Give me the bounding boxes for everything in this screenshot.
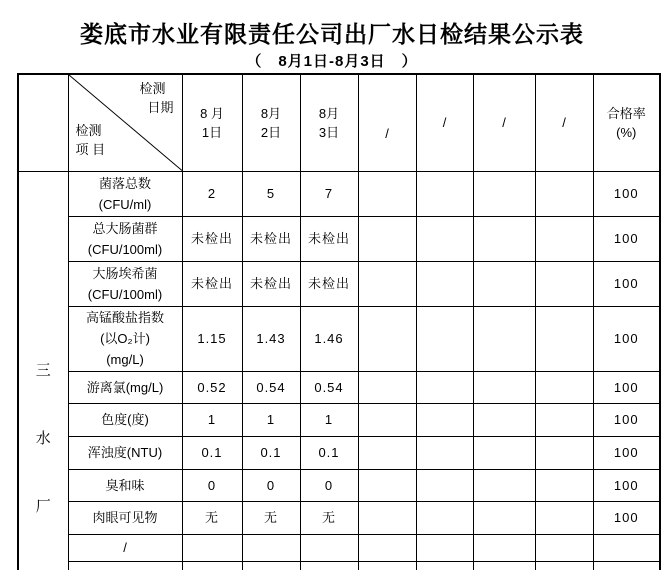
header-row: [18, 74, 660, 171]
item-line: 高锰酸盐指数: [85, 310, 164, 325]
value-cell: 1: [182, 403, 242, 436]
table-row-clipped: [18, 561, 660, 570]
table-row: [18, 216, 660, 261]
date-line1: 8月: [318, 105, 340, 121]
item-line: 总大肠菌群: [92, 220, 158, 236]
empty-cell: [535, 261, 593, 306]
rate-cell: 100: [593, 371, 660, 403]
value-cell: 1.15: [182, 306, 242, 371]
empty-cell: [473, 371, 535, 403]
empty-cell: [473, 403, 535, 436]
value-cell: 2: [182, 171, 242, 216]
empty-cell: [473, 561, 535, 570]
daily-inspection-table: [17, 73, 661, 570]
item-cell: 臭和味: [68, 469, 182, 501]
empty-cell: [473, 171, 535, 216]
empty-cell: [416, 216, 473, 261]
empty-cell: [300, 561, 358, 570]
empty-cell: [416, 306, 473, 371]
corner-date-label: [139, 79, 173, 117]
slash-col-header-1: [358, 74, 416, 171]
empty-cell: [535, 501, 593, 534]
value-cell: 未检出: [182, 216, 242, 261]
table-row: [18, 403, 660, 436]
rate-cell: 100: [593, 171, 660, 216]
empty-cell: [473, 306, 535, 371]
value-cell: 0.1: [182, 436, 242, 469]
rate-cell: 100: [593, 216, 660, 261]
date-line1: 8月: [260, 105, 282, 121]
empty-cell: [358, 371, 416, 403]
empty-cell: [416, 261, 473, 306]
empty-cell: [535, 561, 593, 570]
date-line2: 3日: [318, 124, 340, 140]
table-row: [18, 306, 660, 371]
table-row: [18, 534, 660, 561]
date-col-header-aug3: [300, 74, 358, 171]
empty-cell: [68, 561, 182, 570]
empty-cell: [416, 501, 473, 534]
empty-cell: [535, 171, 593, 216]
corner-date-line1: 检测: [139, 81, 166, 96]
item-cell: 色度(度): [68, 403, 182, 436]
empty-cell: [358, 534, 416, 561]
rate-cell: 100: [593, 403, 660, 436]
value-cell: 未检出: [242, 216, 300, 261]
rate-header-line2: (%): [616, 124, 637, 140]
value-cell: [300, 534, 358, 561]
corner-item-label: [76, 121, 106, 159]
value-cell: 1.43: [242, 306, 300, 371]
slash-col-header-3: /: [473, 74, 535, 171]
value-cell: 0: [182, 469, 242, 501]
empty-cell: [593, 561, 660, 570]
date-line2: 1日: [201, 124, 223, 140]
empty-cell: [473, 261, 535, 306]
empty-cell: [358, 403, 416, 436]
value-cell: 0.54: [242, 371, 300, 403]
value-cell: 未检出: [300, 216, 358, 261]
empty-cell: [535, 469, 593, 501]
item-cell: [68, 216, 182, 261]
value-cell: 未检出: [300, 261, 358, 306]
item-line: (mg/L): [106, 352, 144, 367]
page-subtitle: （ 8月1日-8月3日 ）: [246, 53, 418, 70]
value-cell: 0: [300, 469, 358, 501]
value-cell: 未检出: [182, 261, 242, 306]
value-cell: 5: [242, 171, 300, 216]
value-cell: [182, 534, 242, 561]
empty-cell: [358, 216, 416, 261]
date-line1: 8 月: [200, 105, 224, 121]
value-cell: 未检出: [242, 261, 300, 306]
table-row: [18, 436, 660, 469]
page-title: 娄底市水业有限责任公司出厂水日检结果公示表: [80, 21, 584, 47]
empty-cell: [416, 436, 473, 469]
slash-col-header-2: /: [416, 74, 473, 171]
slash-glyph: /: [385, 126, 389, 142]
plant-char: 厂: [35, 498, 51, 516]
empty-cell: [416, 403, 473, 436]
date-col-header-aug1: [182, 74, 242, 171]
value-cell: 1: [242, 403, 300, 436]
value-cell: 1.46: [300, 306, 358, 371]
empty-cell: [416, 534, 473, 561]
value-cell: 0: [242, 469, 300, 501]
empty-cell: [473, 216, 535, 261]
rate-cell: 100: [593, 501, 660, 534]
item-cell: 肉眼可见物: [68, 501, 182, 534]
rate-col-header: [593, 74, 660, 171]
plant-label: [19, 225, 68, 516]
empty-cell: [358, 436, 416, 469]
empty-cell: [473, 534, 535, 561]
item-cell: 浑浊度(NTU): [68, 436, 182, 469]
item-cell: 游离氯(mg/L): [68, 371, 182, 403]
value-cell: 0.1: [242, 436, 300, 469]
slash-col-header-4: /: [535, 74, 593, 171]
empty-cell: [473, 501, 535, 534]
empty-cell: [473, 469, 535, 501]
value-cell: 无: [242, 501, 300, 534]
empty-cell: [416, 371, 473, 403]
empty-cell: [535, 216, 593, 261]
empty-cell: [242, 561, 300, 570]
plant-char: 三: [35, 362, 51, 380]
value-cell: 0.1: [300, 436, 358, 469]
rate-cell: 100: [593, 436, 660, 469]
plant-cell: [18, 171, 68, 570]
corner-cell: [68, 74, 182, 171]
empty-cell: [535, 306, 593, 371]
item-line: 大肠埃希菌: [92, 265, 158, 281]
empty-cell: [358, 171, 416, 216]
item-line: 菌落总数: [98, 175, 151, 191]
item-cell: /: [68, 534, 182, 561]
corner-item-line2: 项 目: [75, 141, 106, 157]
empty-cell: [473, 436, 535, 469]
empty-cell: [358, 261, 416, 306]
value-cell: 0.52: [182, 371, 242, 403]
value-cell: 7: [300, 171, 358, 216]
empty-cell: [358, 469, 416, 501]
item-line: (CFU/100ml): [87, 286, 163, 302]
empty-cell: [182, 561, 242, 570]
date-line2: 2日: [260, 124, 282, 140]
item-cell: [68, 171, 182, 216]
item-line: (以O₂计): [100, 331, 150, 346]
value-cell: [242, 534, 300, 561]
rate-cell: 100: [593, 261, 660, 306]
empty-cell: [358, 561, 416, 570]
item-cell: [68, 261, 182, 306]
empty-cell: [535, 534, 593, 561]
corner-item-line1: 检测: [75, 122, 102, 138]
empty-cell: [416, 171, 473, 216]
value-cell: 无: [300, 501, 358, 534]
table-row: [18, 371, 660, 403]
empty-cell: [358, 306, 416, 371]
empty-cell: [535, 403, 593, 436]
value-cell: 1: [300, 403, 358, 436]
rate-cell: 100: [593, 306, 660, 371]
table-row: [18, 261, 660, 306]
date-col-header-aug2: [242, 74, 300, 171]
empty-cell: [535, 371, 593, 403]
empty-cell: [416, 561, 473, 570]
item-cell: [68, 306, 182, 371]
table-row: [18, 469, 660, 501]
item-line: (CFU/ml): [98, 196, 152, 212]
top-left-empty-cell: [18, 74, 68, 171]
empty-cell: [535, 436, 593, 469]
value-cell: 无: [182, 501, 242, 534]
empty-cell: [358, 501, 416, 534]
rate-cell: 100: [593, 469, 660, 501]
empty-cell: [416, 469, 473, 501]
value-cell: 0.54: [300, 371, 358, 403]
plant-char: 水: [35, 430, 51, 448]
item-line: (CFU/100ml): [87, 241, 163, 257]
table-row: [18, 501, 660, 534]
corner-date-line2: 日期: [147, 100, 174, 115]
rate-header-line1: 合格率: [606, 105, 646, 121]
rate-cell: [593, 534, 660, 561]
table-row: [18, 171, 660, 216]
